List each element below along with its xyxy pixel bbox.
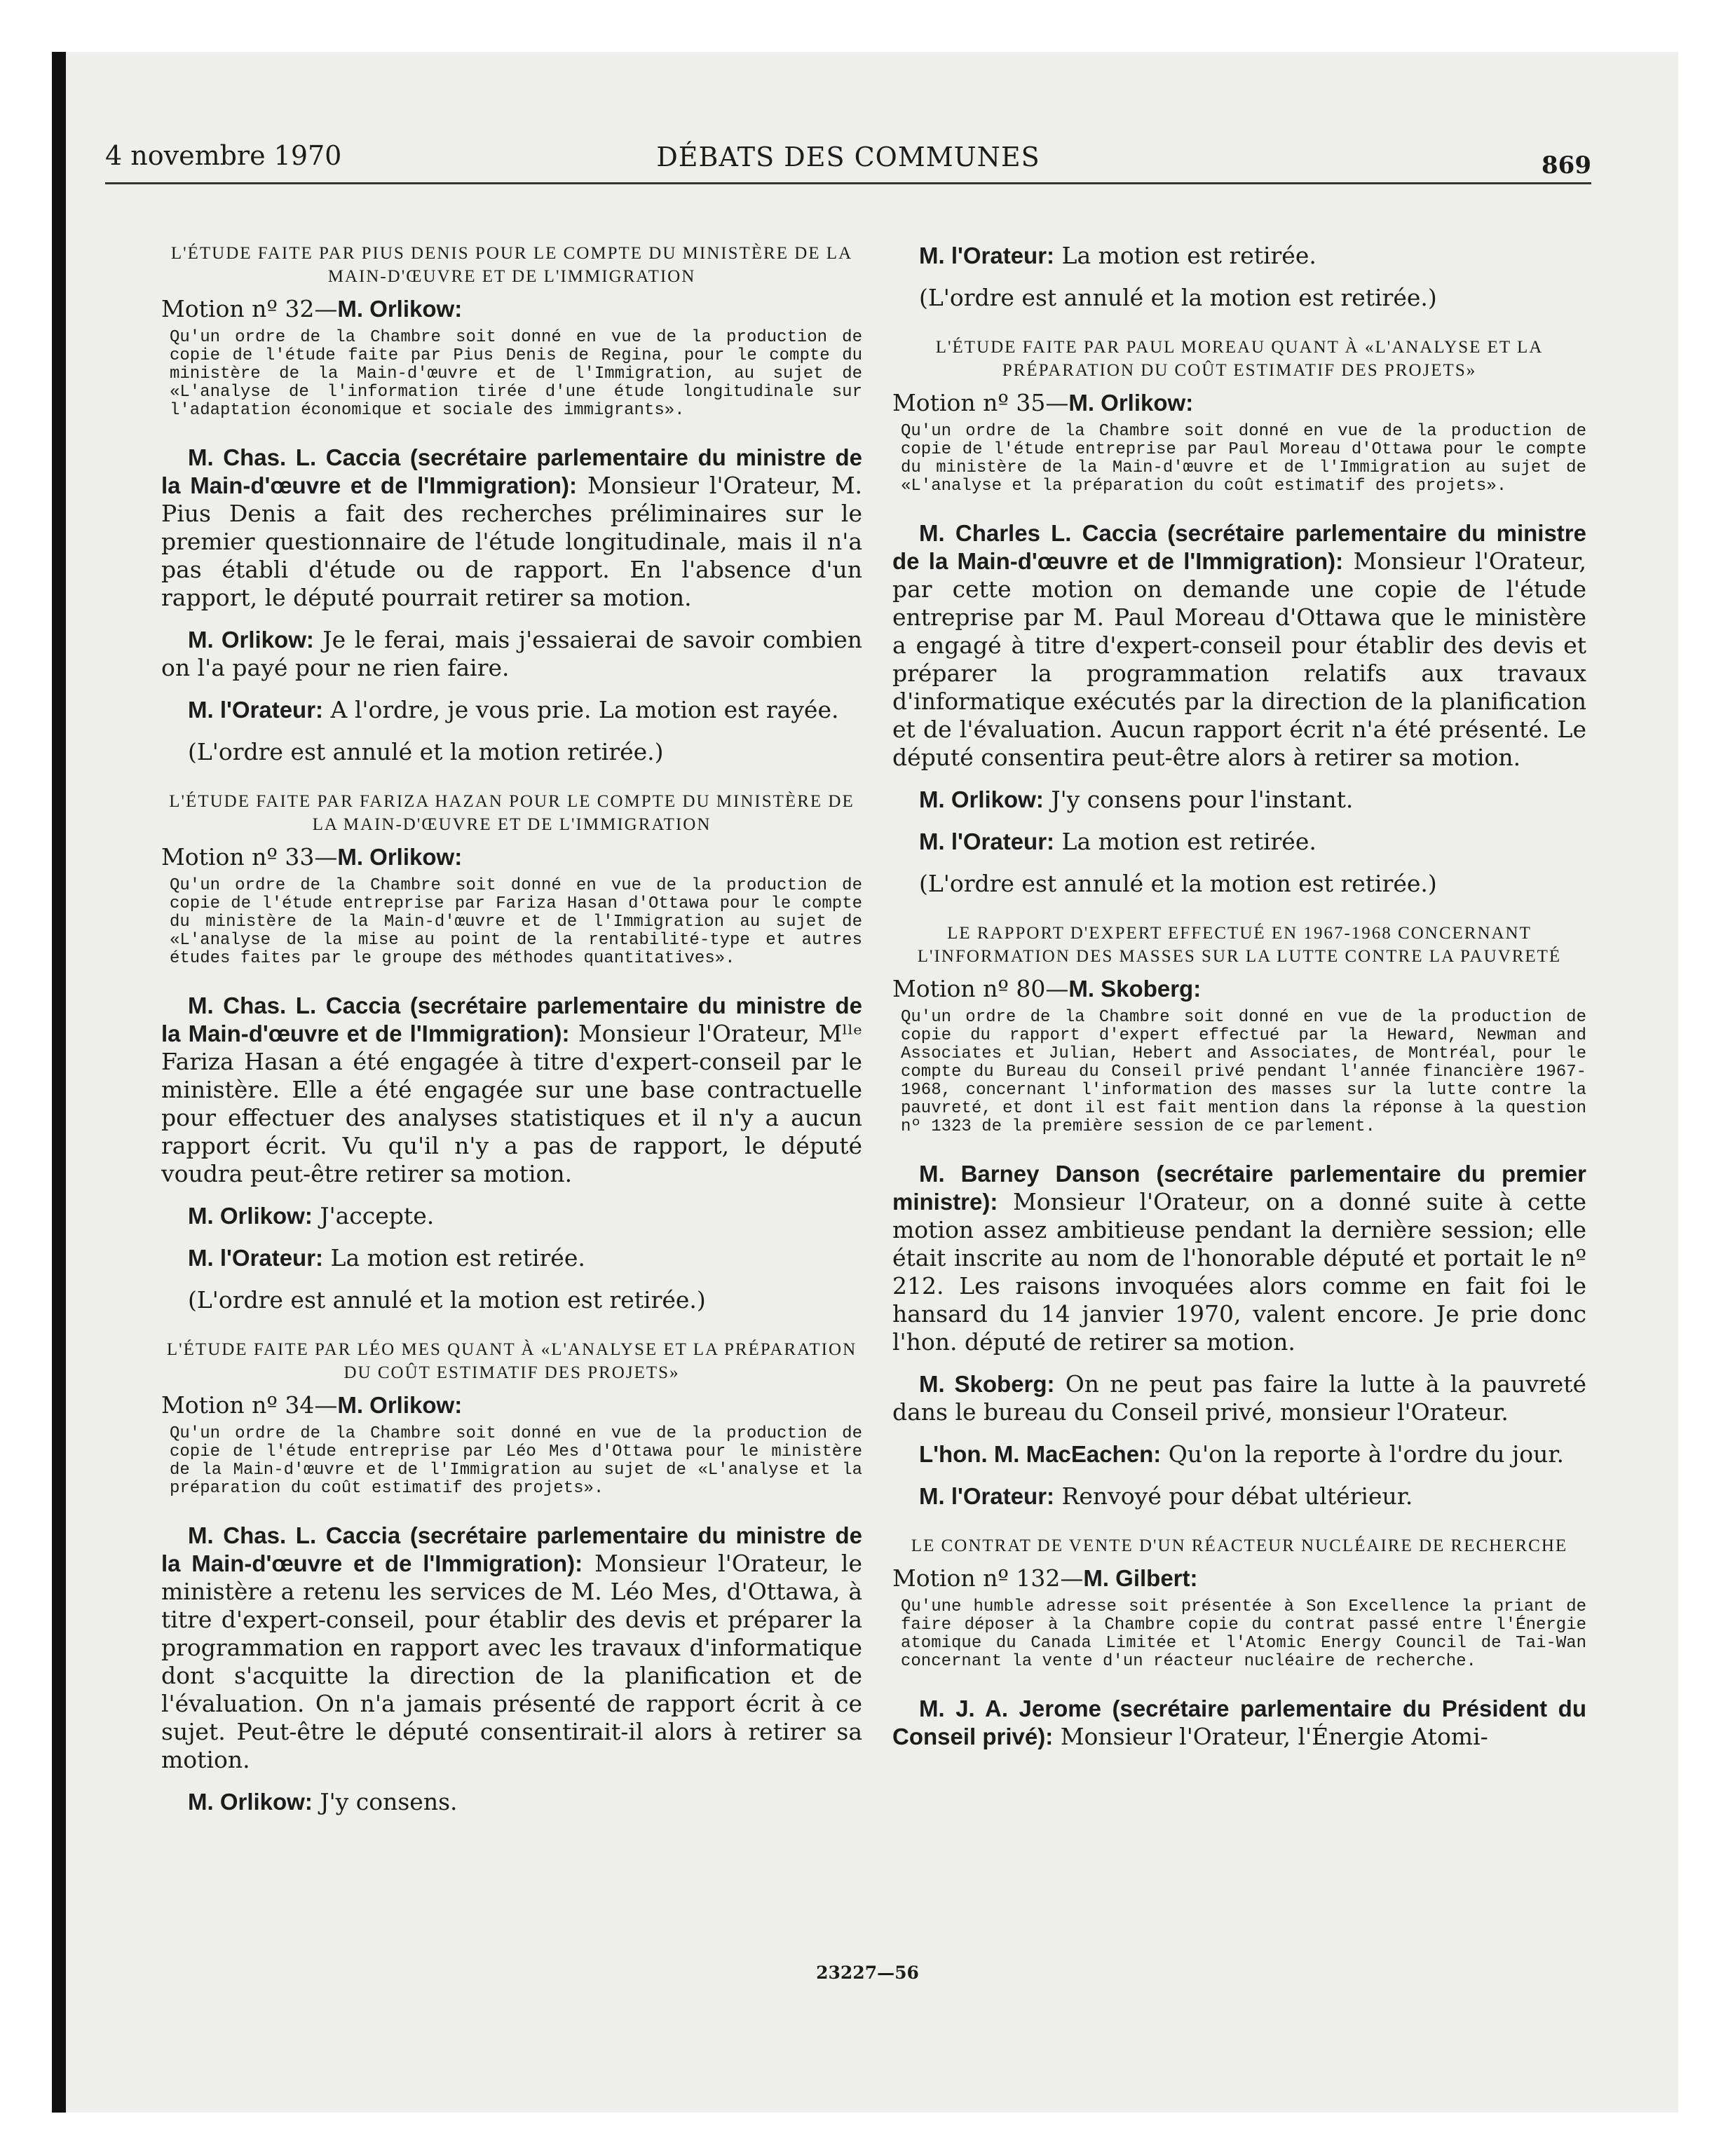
section-heading: L'ÉTUDE FAITE PAR LÉO MES QUANT À «L'ANALYSE ET LA PRÉPARATION DU COÛT ESTIMATIF DES PROJETS» xyxy=(166,1340,857,1382)
speech-paragraph: M. Barney Danson (secrétaire parlementaire du premier ministre): Monsieur l'Orateur, on a donné suite à cette motion assez ambitieuse pendant la dernière session; elle était inscrite au nom de l'honorable député et portait le nº 212. Les raisons invoquées alors comme en fait foi le hansard du 14 janvier 1970, valent encore. Je prie donc l'hon. député de retirer sa motion. xyxy=(892,1161,1586,1356)
right-column xyxy=(892,242,1586,1765)
header-title: DÉBATS DES COMMUNES xyxy=(656,142,1040,172)
speech-paragraph: M. l'Orateur: Renvoyé pour débat ultérieur. xyxy=(919,1482,1413,1510)
motion-text: Qu'une humble adresse soit présentée à Son Excellence la priant de faire déposer à la Chambre copie du contrat passé entre l'Énergie atomique du Canada Limitée et l'Atomic Energy Council de Tai-Wan concernant la vente d'un réacteur nucléaire de recherche. xyxy=(901,1597,1586,1671)
motion-title: Motion nº 34—M. Orlikow: xyxy=(161,1391,463,1419)
motion-text: Qu'un ordre de la Chambre soit donné en vue de la production de copie du rapport d'expert effectué par la Heward, Newman and Associates et Julian, Hebert and Associates, de Montréal, pour le compte du Bureau du Conseil privé pendant l'année financière 1967-1968, concernant l'information des masses sur la lutte contre la pauvreté, et dont il est fait mention dans la réponse à la question nº 1323 de la première session de ce parlement. xyxy=(901,1008,1586,1136)
section-heading: LE CONTRAT DE VENTE D'UN RÉACTEUR NUCLÉAIRE DE RECHERCHE xyxy=(911,1536,1568,1555)
motion-title: Motion nº 132—M. Gilbert: xyxy=(892,1564,1198,1592)
motion-text: Qu'un ordre de la Chambre soit donné en vue de la production de copie de l'étude entreprise par Paul Moreau d'Ottawa pour le compte du ministère de la Main-d'œuvre et de l'Immigration au sujet de «L'analyse et la préparation du coût estimatif des projets». xyxy=(901,422,1586,496)
header-date: 4 novembre 1970 xyxy=(105,140,342,171)
section-heading: L'ÉTUDE FAITE PAR FARIZA HAZAN POUR LE COMPTE DU MINISTÈRE DE LA MAIN-D'ŒUVRE ET DE L'IMMIGRATION xyxy=(169,792,855,834)
motion-title: Motion nº 33—M. Orlikow: xyxy=(161,843,463,871)
speech-paragraph: M. Chas. L. Caccia (secrétaire parlementaire du ministre de la Main-d'œuvre et de l'Immigration): Monsieur l'Orateur, le ministère a retenu les services de M. Léo Mes, d'Ottawa, à titre d'expert-conseil, pour établir des devis et préparer la programmation en rapport avec les travaux d'informatique dont s'acquitte la direction de la planification et de l'évaluation. On n'a jamais présenté de rapport écrit à ce sujet. Peut-être le député consentirait-il alors à retirer sa motion. xyxy=(161,1522,862,1773)
motion-title: Motion nº 35—M. Orlikow: xyxy=(892,389,1194,416)
speech-paragraph: M. l'Orateur: La motion est retirée. xyxy=(919,828,1316,855)
section-heading: L'ÉTUDE FAITE PAR PIUS DENIS POUR LE COMPTE DU MINISTÈRE DE LA MAIN-D'ŒUVRE ET DE L'IMMIGRATION xyxy=(170,244,853,286)
speech-paragraph: M. Orlikow: J'y consens. xyxy=(188,1788,458,1815)
left-column xyxy=(161,242,862,1830)
speech-paragraph: M. Orlikow: Je le ferai, mais j'essaierai de savoir combien on l'a payé pour ne rien faire. xyxy=(161,626,863,681)
speech-paragraph: M. Chas. L. Caccia (secrétaire parlementaire du ministre de la Main-d'œuvre et de l'Immigration): Monsieur l'Orateur, Mˡˡᵉ Fariza Hasan a été engagée à titre d'expert-conseil par le ministère. Elle a été engagée sur une base contractuelle pour effectuer des analyses statistiques et il n'y a aucun rapport écrit. Vu qu'il n'y a pas de rapport, le député voudra peut-être retirer sa motion. xyxy=(161,992,863,1187)
speech-paragraph: M. l'Orateur: A l'ordre, je vous prie. La motion est rayée. xyxy=(188,696,839,723)
speech-paragraph: M. J. A. Jerome (secrétaire parlementaire du Président du Conseil privé): Monsieur l'Orateur, l'Énergie Atomi- xyxy=(892,1696,1586,1750)
motion-text: Qu'un ordre de la Chambre soit donné en vue de la production de copie de l'étude faite par Pius Denis de Regina, pour le compte du ministère de la Main-d'œuvre et de l'Immigration, au sujet de «L'analyse de l'information tirée d'une étude longitudinale sur l'adaptation économique et sociale des immigrants». xyxy=(170,328,862,420)
section-heading: L'ÉTUDE FAITE PAR PAUL MOREAU QUANT À «L'ANALYSE ET LA PRÉPARATION DU COÛT ESTIMATIF DES PROJETS» xyxy=(935,338,1544,380)
procedural-note: (L'ordre est annulé et la motion retirée.) xyxy=(188,738,664,765)
procedural-note: (L'ordre est annulé et la motion est retirée.) xyxy=(919,870,1437,897)
speech-paragraph: M. Chas. L. Caccia (secrétaire parlementaire du ministre de la Main-d'œuvre et de l'Immigration): Monsieur l'Orateur, M. Pius Denis a fait des recherches préliminaires sur le premier questionnaire de l'étude longitudinale, mais il n'a pas établi d'étude ou de rapport. En l'absence d'un rapport, le député pourrait retirer sa motion. xyxy=(161,444,862,611)
printer-code: 23227—56 xyxy=(816,1963,919,1983)
section-heading: LE RAPPORT D'EXPERT EFFECTUÉ EN 1967-1968 CONCERNANT L'INFORMATION DES MASSES SUR LA LUTTE CONTRE LA PAUVRETÉ xyxy=(917,924,1562,966)
speech-paragraph: M. l'Orateur: La motion est retirée. xyxy=(188,1244,585,1271)
speech-paragraph: M. Orlikow: J'y consens pour l'instant. xyxy=(919,786,1354,813)
scan-border xyxy=(52,52,66,2113)
speech-paragraph: L'hon. M. MacEachen: Qu'on la reporte à l'ordre du jour. xyxy=(919,1440,1564,1468)
page-number: 869 xyxy=(1542,151,1591,179)
page-header xyxy=(105,140,1591,184)
motion-text: Qu'un ordre de la Chambre soit donné en vue de la production de copie de l'étude entreprise par Fariza Hasan d'Ottawa pour le compte du ministère de la Main-d'œuvre et de l'Immigration au sujet de «L'analyse de la mise au point de la rentabilité-type et autres études faites par le groupe des méthodes quantitatives». xyxy=(170,876,862,968)
procedural-note: (L'ordre est annulé et la motion est retirée.) xyxy=(188,1286,706,1314)
procedural-note: (L'ordre est annulé et la motion est retirée.) xyxy=(919,284,1437,311)
speech-paragraph: M. Charles L. Caccia (secrétaire parlementaire du ministre de la Main-d'œuvre et de l'Immigration): Monsieur l'Orateur, par cette motion on demande une copie de l'étude entreprise par M. Paul Moreau d'Ottawa que le ministère a engagé à titre d'expert-conseil pour établir des devis et préparer la programmation relatifs aux travaux d'informatique exécutés par la direction de la planification et de l'évaluation. Aucun rapport écrit n'a été présenté. Le député consentira peut-être alors à retirer sa motion. xyxy=(892,520,1586,771)
motion-title: Motion nº 32—M. Orlikow: xyxy=(161,295,463,322)
motion-title: Motion nº 80—M. Skoberg: xyxy=(892,975,1202,1002)
motion-text: Qu'un ordre de la Chambre soit donné en vue de la production de copie de l'étude entreprise par Léo Mes d'Ottawa pour le ministère de la Main-d'œuvre et de l'Immigration au sujet de «L'analyse et la préparation du coût estimatif des projets». xyxy=(170,1424,862,1498)
speech-paragraph: M. Orlikow: J'accepte. xyxy=(188,1202,435,1229)
speech-paragraph: M. l'Orateur: La motion est retirée. xyxy=(919,242,1316,269)
speech-paragraph: M. Skoberg: On ne peut pas faire la lutte à la pauvreté dans le bureau du Conseil privé, monsieur l'Orateur. xyxy=(892,1370,1586,1426)
